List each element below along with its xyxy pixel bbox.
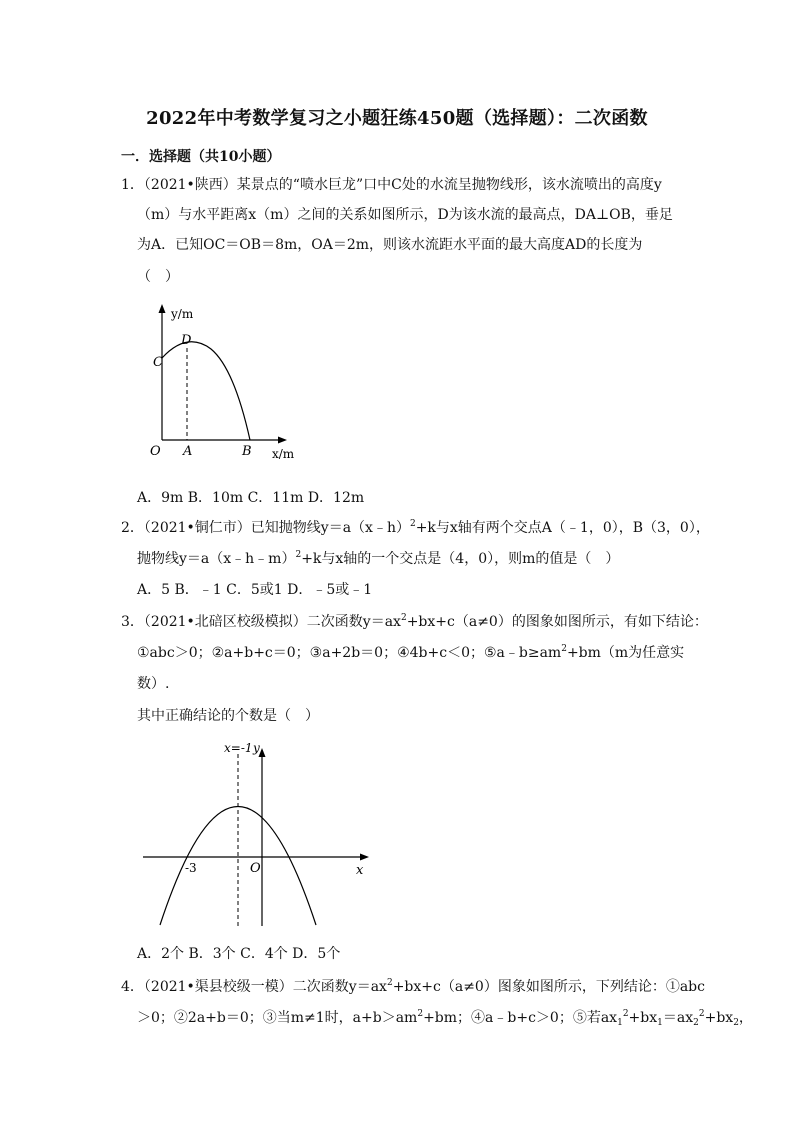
q4-line-2-a: ＞0；②2a+b＝0；③当m≠1时，a+b＞am (137, 1010, 418, 1026)
q4-sub-1: 1 (617, 1018, 623, 1028)
q1-line-2: （m）与水平距离x（m）之间的关系如图所示，D为该水流的最高点，DA⊥OB，垂足 (137, 207, 673, 223)
q4-line-2 (137, 1009, 753, 1027)
q4-line-1 (121, 978, 705, 996)
q2-line-2-a: 抛物线y＝a（x﹣h﹣m） (137, 551, 296, 567)
q1-label-b: B (242, 444, 252, 459)
q2-line-1-b: +k与x轴有两个交点A（﹣1，0），B（3，0）， (415, 520, 710, 536)
q1-parabola (162, 342, 250, 440)
q3-label-neg3: -3 (185, 861, 197, 875)
q1-label-a: A (183, 444, 193, 459)
q4-sub-3: 2 (693, 1018, 699, 1028)
q2-options: A．5 B．﹣1 C．5或1 D．﹣5或﹣1 (137, 582, 373, 598)
q4-line-2-d: +bx (628, 1010, 658, 1026)
q4-line-2-g: +bx (704, 1010, 734, 1026)
q3-line-2-a: ①abc＞0；②a+b+c＝0；③a+2b＝0；④4b+c＜0；⑤a﹣b≥am (137, 645, 562, 661)
q3-line-1 (121, 613, 708, 631)
q3-line-1-a: 3．（2021•北碚区校级模拟）二次函数y＝ax (121, 614, 401, 630)
q1-label-c: C (153, 355, 163, 370)
q3-label-y: y (253, 741, 260, 755)
q3-figure (140, 740, 375, 930)
q4-line-1-a: 4．（2021•渠县校级一模）二次函数y＝ax (121, 979, 387, 995)
section-heading: 一．选择题（共10小题） (121, 149, 281, 165)
q1-line-3: 为A．已知OC＝OB＝8m，OA＝2m，则该水流距水平面的最大高度AD的长度为 (137, 237, 643, 253)
q3-line-2 (137, 644, 684, 662)
q4-sup-3: 2 (698, 1009, 705, 1019)
q3-options: A．2个 B．3个 C．4个 D．5个 (137, 946, 341, 962)
q1-label-d: D (181, 333, 192, 348)
q1-line-1: 1．（2021•陕西）某景点的“喷水巨龙”口中C处的水流呈抛物线形，该水流喷出的高度y (121, 177, 662, 193)
q3-label-x: x (356, 863, 364, 878)
q1-options: A．9m B．10m C．11m D．12m (137, 490, 365, 506)
q4-sub-2: 1 (657, 1018, 663, 1028)
q3-label-symmetry: x=-1 (224, 741, 253, 755)
q1-x-arrow (278, 437, 287, 444)
q3-line-3: 数）. (137, 676, 170, 692)
q3-line-2-b: +bm（m为任意实 (566, 645, 685, 661)
q2-line-1-sup: 2 (409, 519, 416, 529)
q1-figure (135, 300, 310, 470)
q3-label-o: O (250, 861, 261, 876)
q1-label-y: y/m (171, 307, 194, 321)
q2-line-2-b: +k与x轴的一个交点是（4，0），则m的值是（ ） (301, 551, 620, 567)
q3-line-1-b: +bx+c（a≠0）的图象如图所示，有如下结论： (406, 614, 708, 630)
q4-line-1-sup: 2 (386, 978, 393, 988)
q3-line-1-sup: 2 (400, 613, 407, 623)
q1-label-x: x/m (272, 447, 295, 461)
q2-line-1 (121, 519, 710, 537)
q4-line-2-b: +bm；④a﹣b+c＞0；⑤若ax (423, 1010, 618, 1026)
q2-line-2-sup: 2 (295, 550, 302, 560)
q2-line-1-a: 2．（2021•铜仁市）已知抛物线y＝a（x﹣h） (121, 520, 410, 536)
q4-line-1-b: +bx+c（a≠0）图象如图所示，下列结论：①abc (392, 979, 705, 995)
q2-line-2 (137, 550, 619, 568)
q3-line-2-sup: 2 (561, 644, 567, 654)
q1-y-arrow (159, 304, 166, 313)
q4-sub-4: 2 (733, 1018, 739, 1028)
q1-line-4: （ ） (137, 269, 179, 285)
q1-label-o: O (150, 444, 161, 459)
q4-line-2-sup: 2 (417, 1009, 424, 1019)
q4-sup-2: 2 (622, 1009, 629, 1019)
q4-line-2-h: ， (738, 1010, 753, 1026)
q3-line-4: 其中正确结论的个数是（ ） (137, 708, 319, 724)
q4-line-2-e: ＝ax (662, 1010, 694, 1026)
q3-x-arrow (360, 854, 369, 861)
page-title: 2022年中考数学复习之小题狂练450题（选择题）：二次函数 (146, 108, 648, 129)
